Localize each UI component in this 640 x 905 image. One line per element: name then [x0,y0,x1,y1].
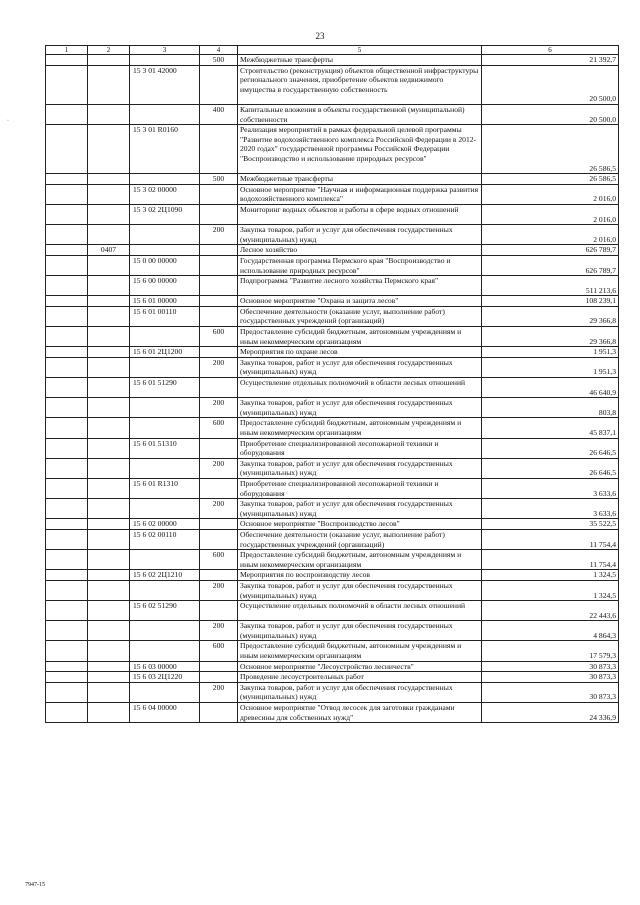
cell-c5: Осуществление отдельных полномочий в области лесных отношений [238,601,482,621]
cell-c2 [88,255,130,275]
cell-c6: 626 789,7 [482,245,619,256]
cell-c3 [130,418,200,438]
cell-c1 [46,276,88,296]
cell-c4 [200,478,238,498]
cell-c3 [130,225,200,245]
cell-c3 [130,641,200,661]
cell-c3 [130,357,200,377]
cell-c5: Межбюджетные трансферты [238,174,482,185]
cell-c5: Основное мероприятие "Отвод лесосек для заготовки гражданами древесины для собственных нужд" [238,703,482,723]
cell-c3: 15 6 01 51290 [130,378,200,398]
cell-c6: 2 016,0 [482,225,619,245]
cell-c2 [88,357,130,377]
table-row [46,55,619,66]
cell-c2 [88,438,130,458]
cell-c6: 626 789,7 [482,255,619,275]
cell-c4: 200 [200,458,238,478]
cell-c4 [200,245,238,256]
cell-c3: 15 6 00 00000 [130,276,200,296]
cell-c6: 1 951,3 [482,357,619,377]
cell-c5: Проведение лесоустроительных работ [238,672,482,683]
cell-c2 [88,184,130,204]
cell-c1 [46,306,88,326]
header-cell: 3 [130,46,200,55]
table-row [46,570,619,581]
cell-c6: 1 324,5 [482,580,619,600]
table-row [46,225,619,245]
cell-c1 [46,104,88,124]
cell-c3: 15 6 01 R1310 [130,478,200,498]
cell-c4: 600 [200,327,238,347]
cell-c5: Капитальные вложения в объекты государственной (муниципальной) собственности [238,104,482,124]
cell-c6: 11 754,4 [482,529,619,549]
cell-c6: 45 837,1 [482,418,619,438]
cell-c2 [88,174,130,185]
cell-c2 [88,570,130,581]
cell-c5: Предоставление субсидий бюджетным, автономным учреждениям и иным некоммерческим организациям [238,550,482,570]
cell-c2 [88,529,130,549]
cell-c5: Строительство (реконструкция) объектов общественной инфраструктуры регионального значения, приобретение объектов недвижимого имущества в государственную собственность [238,65,482,104]
cell-c3 [130,245,200,256]
table-row [46,398,619,418]
cell-c4 [200,204,238,224]
cell-c1 [46,174,88,185]
cell-c5: Приобретение специализированной лесопожарной техники и оборудования [238,438,482,458]
cell-c2 [88,703,130,723]
cell-c3 [130,458,200,478]
cell-c5: Закупка товаров, работ и услуг для обеспечения государственных (муниципальных) нужд [238,621,482,641]
cell-c6: 30 873,3 [482,672,619,683]
cell-c5: Мероприятия по воспроизводству лесов [238,570,482,581]
cell-c1 [46,357,88,377]
cell-c6: 26 646,5 [482,438,619,458]
cell-c1 [46,499,88,519]
cell-c3 [130,550,200,570]
cell-c1 [46,641,88,661]
cell-c3: 15 6 02 00000 [130,519,200,530]
table-row [46,296,619,307]
cell-c2 [88,204,130,224]
cell-c6: 511 213,6 [482,276,619,296]
cell-c1 [46,398,88,418]
cell-c3: 15 3 01 R0160 [130,125,200,174]
cell-c2 [88,296,130,307]
cell-c3: 15 6 01 2Ц1200 [130,347,200,358]
cell-c5: Обеспечение деятельности (оказание услуг, выполнение работ) государственных учреждений (организаций) [238,529,482,549]
table-row [46,125,619,174]
cell-c6: 17 579,3 [482,641,619,661]
cell-c6: 20 500,0 [482,65,619,104]
cell-c2 [88,418,130,438]
cell-c4 [200,255,238,275]
cell-c5: Подпрограмма "Развитие лесного хозяйства Пермского края" [238,276,482,296]
cell-c1 [46,378,88,398]
cell-c4 [200,347,238,358]
cell-c4 [200,672,238,683]
cell-c3: 15 6 02 00110 [130,529,200,549]
cell-c5: Предоставление субсидий бюджетным, автономным учреждениям и иным некоммерческим организациям [238,327,482,347]
table-row [46,347,619,358]
cell-c2 [88,458,130,478]
cell-c1 [46,204,88,224]
cell-c2 [88,306,130,326]
cell-c4: 200 [200,499,238,519]
cell-c1 [46,65,88,104]
table-row [46,601,619,621]
cell-c6: 22 443,6 [482,601,619,621]
cell-c5: Закупка товаров, работ и услуг для обеспечения государственных (муниципальных) нужд [238,357,482,377]
cell-c2 [88,55,130,66]
cell-c6: 4 864,3 [482,621,619,641]
cell-c5: Обеспечение деятельности (оказание услуг, выполнение работ) государственных учреждений (организаций) [238,306,482,326]
cell-c2 [88,225,130,245]
cell-c2 [88,621,130,641]
cell-c3: 15 6 04 00000 [130,703,200,723]
cell-c4: 200 [200,621,238,641]
table-row [46,529,619,549]
cell-c4 [200,438,238,458]
cell-c6: 1 324,5 [482,570,619,581]
cell-c2 [88,125,130,174]
table-row [46,184,619,204]
cell-c1 [46,184,88,204]
table-row [46,458,619,478]
cell-c2 [88,550,130,570]
header-cell: 1 [46,46,88,55]
cell-c2 [88,499,130,519]
cell-c1 [46,458,88,478]
cell-c6: 2 016,0 [482,204,619,224]
cell-c4 [200,661,238,672]
cell-c1 [46,519,88,530]
cell-c3: 15 6 03 00000 [130,661,200,672]
cell-c1 [46,580,88,600]
cell-c4: 400 [200,104,238,124]
document-code: 7947-15 [25,882,45,888]
cell-c4 [200,519,238,530]
cell-c1 [46,550,88,570]
cell-c6: 3 633,6 [482,478,619,498]
cell-c3: 15 6 02 2Ц1210 [130,570,200,581]
cell-c3: 15 3 01 42000 [130,65,200,104]
cell-c3 [130,621,200,641]
cell-c5: Закупка товаров, работ и услуг для обеспечения государственных (муниципальных) нужд [238,458,482,478]
cell-c3: 15 0 00 00000 [130,255,200,275]
cell-c5: Основное мероприятие "Охрана и защита лесов" [238,296,482,307]
cell-c6: 29 366,8 [482,327,619,347]
cell-c3 [130,104,200,124]
cell-c4: 200 [200,357,238,377]
cell-c1 [46,601,88,621]
cell-c5: Основное мероприятие "Научная и информационная поддержка развития водохозяйственного комплекса" [238,184,482,204]
header-cell: 5 [238,46,482,55]
cell-c2: 0407 [88,245,130,256]
table-row [46,418,619,438]
cell-c4: 500 [200,174,238,185]
budget-table-body [46,46,619,723]
cell-c1 [46,347,88,358]
cell-c1 [46,661,88,672]
cell-c2 [88,601,130,621]
cell-c5: Основное мероприятие "Лесоустройство лесничеств" [238,661,482,672]
cell-c2 [88,519,130,530]
cell-c2 [88,478,130,498]
table-row [46,641,619,661]
cell-c5: Закупка товаров, работ и услуг для обеспечения государственных (муниципальных) нужд [238,580,482,600]
table-row [46,703,619,723]
cell-c6: 1 951,3 [482,347,619,358]
cell-c3 [130,499,200,519]
cell-c4: 600 [200,641,238,661]
cell-c5: Осуществление отдельных полномочий в области лесных отношений [238,378,482,398]
cell-c4 [200,306,238,326]
cell-c5: Приобретение специализированной лесопожарной техники и оборудования [238,478,482,498]
cell-c5: Закупка товаров, работ и услуг для обеспечения государственных (муниципальных) нужд [238,682,482,702]
cell-c4: 200 [200,580,238,600]
cell-c4: 600 [200,550,238,570]
cell-c3 [130,580,200,600]
cell-c5: Закупка товаров, работ и услуг для обеспечения государственных (муниципальных) нужд [238,499,482,519]
table-row [46,276,619,296]
cell-c6: 35 522,5 [482,519,619,530]
cell-c2 [88,276,130,296]
cell-c5: Реализация мероприятий в рамках федеральной целевой программы "Развитие водохозяйственного комплекса Российской Федерации в 2012-2020 годах" государственной программы Российской Федерации "Воспроизводство и использование природных ресурсов" [238,125,482,174]
table-row [46,580,619,600]
table-row [46,519,619,530]
cell-c3 [130,398,200,418]
cell-c6: 2 016,0 [482,184,619,204]
cell-c4 [200,378,238,398]
cell-c1 [46,255,88,275]
cell-c4 [200,570,238,581]
cell-c6: 30 873,3 [482,661,619,672]
table-row [46,550,619,570]
cell-c3: 15 3 02 00000 [130,184,200,204]
cell-c2 [88,641,130,661]
cell-c4 [200,601,238,621]
cell-c3: 15 6 02 51290 [130,601,200,621]
cell-c1 [46,125,88,174]
cell-c2 [88,398,130,418]
cell-c1 [46,682,88,702]
cell-c4 [200,703,238,723]
table-row [46,499,619,519]
table-row [46,672,619,683]
cell-c2 [88,65,130,104]
cell-c4 [200,276,238,296]
cell-c2 [88,580,130,600]
cell-c1 [46,296,88,307]
cell-c6: 20 500,0 [482,104,619,124]
table-row [46,438,619,458]
cell-c3 [130,55,200,66]
header-cell: 2 [88,46,130,55]
page-number: 23 [315,31,325,41]
header-cell: 4 [200,46,238,55]
cell-c2 [88,661,130,672]
table-row [46,174,619,185]
table-row [46,104,619,124]
margin-mark: · [7,118,9,124]
table-row [46,378,619,398]
table-row [46,65,619,104]
table-row [46,204,619,224]
cell-c4: 200 [200,398,238,418]
cell-c5: Основное мероприятие "Воспроизводство лесов" [238,519,482,530]
cell-c5: Закупка товаров, работ и услуг для обеспечения государственных (муниципальных) нужд [238,398,482,418]
cell-c5: Мероприятия по охране лесов [238,347,482,358]
cell-c5: Межбюджетные трансферты [238,55,482,66]
cell-c6: 24 336,9 [482,703,619,723]
cell-c5: Предоставление субсидий бюджетным, автономным учреждениям и иным некоммерческим организациям [238,418,482,438]
cell-c5: Мониторинг водных объектов и работы в сфере водных отношений [238,204,482,224]
cell-c1 [46,327,88,347]
cell-c6: 11 754,4 [482,550,619,570]
cell-c1 [46,621,88,641]
cell-c6: 30 873,3 [482,682,619,702]
table-row [46,661,619,672]
cell-c5: Закупка товаров, работ и услуг для обеспечения государственных (муниципальных) нужд [238,225,482,245]
cell-c4: 600 [200,418,238,438]
cell-c3 [130,682,200,702]
table-row [46,327,619,347]
cell-c3: 15 6 03 2Ц1220 [130,672,200,683]
cell-c4 [200,296,238,307]
table-row [46,306,619,326]
cell-c1 [46,225,88,245]
cell-c6: 26 586,5 [482,174,619,185]
cell-c3: 15 6 01 51310 [130,438,200,458]
table-row [46,682,619,702]
cell-c3: 15 6 01 00000 [130,296,200,307]
cell-c4 [200,65,238,104]
budget-table [45,45,619,723]
cell-c4: 200 [200,225,238,245]
cell-c6: 26 586,5 [482,125,619,174]
cell-c6: 3 633,6 [482,499,619,519]
cell-c2 [88,104,130,124]
cell-c4: 200 [200,682,238,702]
cell-c4 [200,125,238,174]
cell-c1 [46,55,88,66]
cell-c6: 29 366,8 [482,306,619,326]
cell-c1 [46,478,88,498]
cell-c4 [200,529,238,549]
header-row [46,46,619,55]
cell-c5: Лесное хозяйство [238,245,482,256]
table-row [46,255,619,275]
cell-c2 [88,672,130,683]
cell-c6: 26 646,5 [482,458,619,478]
cell-c2 [88,682,130,702]
cell-c1 [46,438,88,458]
cell-c6: 803,8 [482,398,619,418]
cell-c3 [130,174,200,185]
cell-c1 [46,570,88,581]
cell-c1 [46,672,88,683]
cell-c3: 15 6 01 00110 [130,306,200,326]
cell-c1 [46,245,88,256]
cell-c6: 46 640,9 [482,378,619,398]
cell-c4: 500 [200,55,238,66]
cell-c6: 21 392,7 [482,55,619,66]
table-row [46,357,619,377]
cell-c6: 108 239,1 [482,296,619,307]
cell-c1 [46,703,88,723]
table-row [46,245,619,256]
cell-c3 [130,327,200,347]
cell-c5: Предоставление субсидий бюджетным, автономным учреждениям и иным некоммерческим организациям [238,641,482,661]
cell-c2 [88,327,130,347]
table-row [46,621,619,641]
cell-c5: Государственная программа Пермского края "Воспроизводство и использование природных ресурсов" [238,255,482,275]
cell-c4 [200,184,238,204]
cell-c1 [46,529,88,549]
table-row [46,478,619,498]
header-cell: 6 [482,46,619,55]
cell-c3: 15 3 02 2Ц1090 [130,204,200,224]
cell-c2 [88,378,130,398]
cell-c1 [46,418,88,438]
cell-c2 [88,347,130,358]
